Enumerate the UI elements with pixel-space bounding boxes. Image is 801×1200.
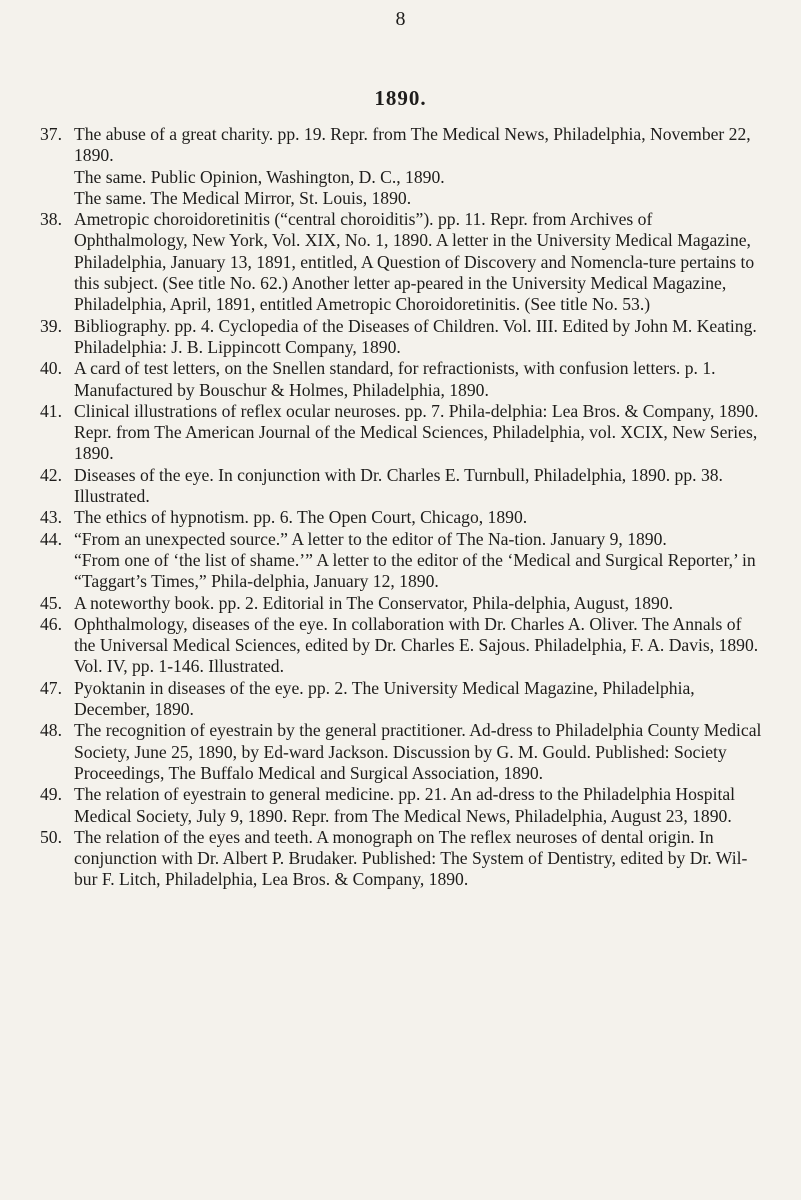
- bibliography-entry: [40, 720, 766, 784]
- entry-text: A card of test letters, on the Snellen standard, for refractionists, with confusion letters. p. 1. Manufactured by Bouschur & Holmes, Philadelphia, 1890.: [74, 358, 716, 400]
- entry-text: The recognition of eyestrain by the general practitioner. Ad-dress to Philadelphia County Medical Society, June 25, 1890, by Ed-ward Jackson. Discussion by G. M. Gould. Published: Society Proceedings, The Buffalo Medical and Surgical Association, 1890.: [74, 720, 762, 783]
- bibliography-entry: [40, 593, 766, 614]
- entry-number: 37.: [40, 124, 62, 144]
- bibliography-entry: [40, 827, 766, 891]
- entry-text: “From an unexpected source.” A letter to the editor of The Na-tion. January 9, 1890.: [74, 528, 667, 549]
- bibliography-entry: [40, 167, 766, 188]
- entry-number: 41.: [40, 400, 62, 421]
- entry-number: 39.: [40, 315, 62, 336]
- entry-number: 47.: [40, 677, 62, 698]
- entry-text: Clinical illustrations of reflex ocular neuroses. pp. 7. Phila-delphia: Lea Bros. & Company, 1890. Repr. from The American Journal of the Medical Sciences, Philadelphia, vol. XCIX, New Series, 1890.: [74, 400, 759, 464]
- bibliography-entry: [40, 358, 766, 401]
- entry-number: 43.: [40, 507, 62, 528]
- entry-text: Bibliography. pp. 4. Cyclopedia of the Diseases of Children. Vol. III. Edited by John M. Keating. Philadelphia: J. B. Lippincott Company, 1890.: [74, 315, 757, 357]
- section-year-heading: 1890.: [374, 86, 427, 110]
- entry-text: “From one of ‘the list of shame.’” A letter to the editor of the ‘Medical and Surgical Reporter,’ in “Taggart’s Times,” Phila-delphia, January 12, 1890.: [74, 549, 756, 592]
- bibliography-entry: [40, 784, 766, 827]
- entry-text: Pyoktanin in diseases of the eye. pp. 2. The University Medical Magazine, Philadelphia, December, 1890.: [74, 677, 695, 720]
- entry-number: 49.: [40, 784, 62, 805]
- entry-text: The ethics of hypnotism. pp. 6. The Open Court, Chicago, 1890.: [74, 507, 528, 528]
- bibliography-entry: [40, 316, 766, 359]
- bibliography-entry: [40, 529, 766, 550]
- bibliography-entry: [40, 678, 766, 721]
- entry-number: 46.: [40, 613, 62, 634]
- entry-text: The same. Public Opinion, Washington, D. C., 1890.: [74, 166, 445, 187]
- page-number: 8: [395, 8, 406, 30]
- bibliography-entry: [40, 507, 766, 528]
- bibliography-entry: [40, 550, 766, 593]
- entry-text: Ophthalmology, diseases of the eye. In collaboration with Dr. Charles A. Oliver. The Annals of the Universal Medical Sciences, edited by Dr. Charles E. Sajous. Philadelphia, F. A. Davis, 1890. Vol. IV, pp. 1-146. Illustrated.: [74, 613, 759, 677]
- entry-text: The relation of the eyes and teeth. A monograph on The reflex neuroses of dental origin. In conjunction with Dr. Albert P. Brudaker. Published: The System of Dentistry, edited by Dr. Wil-bur F. Litch, Philadelphia, Lea Bros. & Company, 1890.: [74, 826, 748, 890]
- bibliography-entry: [40, 614, 766, 678]
- entry-number: 48.: [40, 720, 62, 741]
- entry-number: 42.: [40, 464, 62, 485]
- bibliography-list: [40, 124, 766, 891]
- entry-number: 50.: [40, 826, 62, 847]
- bibliography-entry: [40, 124, 766, 167]
- entry-text: Ametropic choroidoretinitis (“central choroiditis”). pp. 11. Repr. from Archives of Ophthalmology, New York, Vol. XIX, No. 1, 1890. A letter in the University Medical Magazine, Philadelphia, January 13, 1891, entitled, A Question of Discovery and Nomencla-ture pertains to this subject. (See title No. 62.) Another letter ap-peared in the University Medical Magazine, Philadelphia, April, 1891, entitled Ametropic Choroidoretinitis. (See title No. 53.): [74, 209, 755, 315]
- entry-text: Diseases of the eye. In conjunction with Dr. Charles E. Turnbull, Philadelphia, 1890. pp. 38. Illustrated.: [74, 464, 723, 507]
- entry-text: The relation of eyestrain to general medicine. pp. 21. An ad-dress to the Philadelphia Hospital Medical Society, July 9, 1890. Repr. from The Medical News, Philadelphia, August 23, 1890.: [74, 784, 736, 826]
- entry-text: The abuse of a great charity. pp. 19. Repr. from The Medical News, Philadelphia, November 22, 1890.: [74, 124, 751, 166]
- bibliography-entry: [40, 401, 766, 465]
- bibliography-entry: [40, 465, 766, 508]
- entry-number: 38.: [40, 209, 62, 230]
- entry-number: 44.: [40, 528, 62, 549]
- entry-number: 40.: [40, 358, 62, 379]
- bibliography-entry: [40, 209, 766, 315]
- entry-number: 45.: [40, 592, 62, 613]
- entry-text: A noteworthy book. pp. 2. Editorial in The Conservator, Phila-delphia, August, 1890.: [74, 592, 674, 613]
- bibliography-entry: [40, 188, 766, 209]
- entry-text: The same. The Medical Mirror, St. Louis, 1890.: [74, 187, 412, 208]
